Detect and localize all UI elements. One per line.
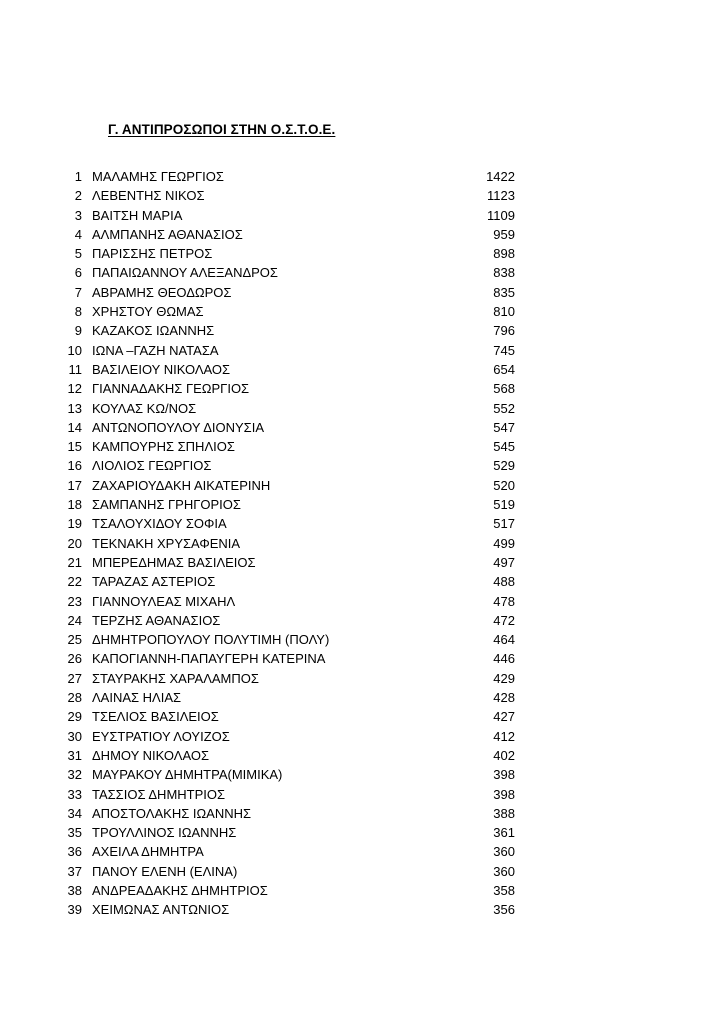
candidate-name: ΤΣΑΛΟΥΧΙΔΟΥ ΣΟΦΙΑ	[92, 516, 227, 532]
list-item	[0, 263, 724, 282]
row-number: 25	[67, 632, 82, 648]
candidate-name: ΑΛΜΠΑΝΗΣ ΑΘΑΝΑΣΙΟΣ	[92, 226, 243, 242]
row-number: 5	[74, 246, 82, 262]
row-number: 19	[67, 516, 82, 532]
candidate-name: ΚΑΜΠΟΥΡΗΣ ΣΠΗΛΙΟΣ	[92, 439, 235, 455]
vote-count: 898	[493, 246, 515, 262]
candidate-name: ΤΡΟΥΛΛΙΝΟΣ ΙΩΑΝΝΗΣ	[92, 825, 237, 841]
row-number: 39	[67, 902, 82, 918]
vote-count: 1123	[487, 188, 515, 204]
list-item	[0, 399, 724, 418]
vote-count: 654	[493, 361, 515, 377]
vote-count: 360	[493, 844, 515, 860]
list-item	[0, 244, 724, 263]
candidate-name: ΤΑΣΣΙΟΣ ΔΗΜΗΤΡΙΟΣ	[92, 786, 226, 802]
candidate-name: ΣΤΑΥΡΑΚΗΣ ΧΑΡΑΛΑΜΠΟΣ	[92, 670, 259, 686]
candidate-name: ΒΑΙΤΣΗ ΜΑΡΙΑ	[92, 207, 183, 223]
row-number: 9	[74, 323, 82, 339]
vote-count: 429	[493, 670, 515, 686]
row-number: 21	[67, 554, 82, 570]
candidate-name: ΜΑΥΡΑΚΟΥ ΔΗΜΗΤΡΑ(ΜΙΜΙΚΑ)	[92, 767, 283, 783]
candidate-name: ΑΝΤΩΝΟΠΟΥΛΟΥ ΔΙΟΝΥΣΙΑ	[92, 419, 264, 435]
row-number: 16	[67, 458, 82, 474]
vote-count: 464	[493, 632, 515, 648]
row-number: 15	[67, 439, 82, 455]
candidate-name: ΙΩΝΑ –ΓΑΖΗ ΝΑΤΑΣΑ	[92, 342, 219, 358]
row-number: 20	[67, 535, 82, 551]
row-number: 36	[67, 844, 82, 860]
row-number: 30	[67, 728, 82, 744]
vote-count: 360	[493, 863, 515, 879]
vote-count: 488	[493, 574, 515, 590]
list-item	[0, 842, 724, 861]
vote-count: 568	[493, 381, 515, 397]
list-item	[0, 418, 724, 437]
vote-count: 810	[493, 304, 515, 320]
row-number: 34	[67, 805, 82, 821]
list-item	[0, 225, 724, 244]
list-item	[0, 804, 724, 823]
vote-count: 402	[493, 747, 515, 763]
vote-count: 356	[493, 902, 515, 918]
list-item	[0, 611, 724, 630]
candidate-name: ΕΥΣΤΡΑΤΙΟΥ ΛΟΥΙΖΟΣ	[92, 728, 230, 744]
list-item	[0, 186, 724, 205]
vote-count: 446	[493, 651, 515, 667]
candidate-name: ΑΧΕΙΛΑ ΔΗΜΗΤΡΑ	[92, 844, 204, 860]
candidate-name: ΣΑΜΠΑΝΗΣ ΓΡΗΓΟΡΙΟΣ	[92, 497, 241, 513]
vote-count: 552	[493, 400, 515, 416]
vote-count: 959	[493, 226, 515, 242]
vote-count: 520	[493, 477, 515, 493]
vote-count: 388	[493, 805, 515, 821]
candidate-name: ΖΑΧΑΡΙΟΥΔΑΚΗ ΑΙΚΑΤΕΡΙΝΗ	[92, 477, 271, 493]
list-item	[0, 785, 724, 804]
vote-count: 478	[493, 593, 515, 609]
vote-count: 838	[493, 265, 515, 281]
vote-count: 835	[493, 284, 515, 300]
row-number: 29	[67, 709, 82, 725]
candidate-name: ΠΑΠΑΙΩΑΝΝΟΥ ΑΛΕΞΑΝΔΡΟΣ	[92, 265, 278, 281]
candidate-name: ΜΠΕΡΕΔΗΜΑΣ ΒΑΣΙΛΕΙΟΣ	[92, 554, 256, 570]
list-item	[0, 649, 724, 668]
row-number: 1	[74, 169, 82, 184]
candidate-name: ΤΑΡΑΖΑΣ ΑΣΤΕΡΙΟΣ	[92, 574, 216, 590]
candidate-name: ΧΡΗΣΤΟΥ ΘΩΜΑΣ	[92, 304, 204, 320]
list-item	[0, 881, 724, 900]
list-item	[0, 727, 724, 746]
vote-count: 547	[493, 419, 515, 435]
candidate-name: ΓΙΑΝΝΑΔΑΚΗΣ ΓΕΩΡΓΙΟΣ	[92, 381, 250, 397]
vote-count: 427	[493, 709, 515, 725]
vote-count: 472	[493, 612, 515, 628]
candidate-name: ΠΑΡΙΣΣΗΣ ΠΕΤΡΟΣ	[92, 246, 213, 262]
vote-count: 361	[493, 825, 515, 841]
list-item	[0, 379, 724, 398]
list-item	[0, 553, 724, 572]
row-number: 14	[67, 419, 82, 435]
vote-count: 358	[493, 882, 515, 898]
vote-count: 545	[493, 439, 515, 455]
list-item	[0, 900, 724, 919]
row-number: 32	[67, 767, 82, 783]
list-item	[0, 476, 724, 495]
list-item	[0, 514, 724, 533]
candidate-name: ΔΗΜΗΤΡΟΠΟΥΛΟΥ ΠΟΛΥΤΙΜΗ (ΠΟΛΥ)	[92, 632, 330, 648]
row-number: 27	[67, 670, 82, 686]
candidate-name: ΛΕΒΕΝΤΗΣ ΝΙΚΟΣ	[92, 188, 205, 204]
list-item	[0, 572, 724, 591]
row-number: 31	[67, 747, 82, 763]
list-item	[0, 669, 724, 688]
vote-count: 428	[493, 690, 515, 706]
row-number: 22	[67, 574, 82, 590]
list-item	[0, 321, 724, 340]
row-number: 2	[74, 188, 82, 204]
candidate-name: ΚΑΠΟΓΙΑΝΝΗ-ΠΑΠΑΥΓΕΡΗ ΚΑΤΕΡΙΝΑ	[92, 651, 326, 667]
list-item	[0, 746, 724, 765]
vote-count: 529	[493, 458, 515, 474]
candidate-name: ΚΑΖΑΚΟΣ ΙΩΑΝΝΗΣ	[92, 323, 215, 339]
row-number: 17	[67, 477, 82, 493]
candidate-name: ΚΟΥΛΑΣ ΚΩ/ΝΟΣ	[92, 400, 197, 416]
list-item	[0, 167, 724, 186]
row-number: 38	[67, 882, 82, 898]
candidate-name: ΒΑΣΙΛΕΙΟΥ ΝΙΚΟΛΑΟΣ	[92, 361, 231, 377]
vote-count: 1422	[486, 169, 515, 184]
row-number: 13	[67, 400, 82, 416]
row-number: 7	[74, 284, 82, 300]
list-item	[0, 823, 724, 842]
vote-count: 517	[493, 516, 515, 532]
list-item	[0, 630, 724, 649]
vote-count: 745	[493, 342, 515, 358]
list-item	[0, 360, 724, 379]
vote-count: 1109	[487, 207, 515, 223]
list-item	[0, 495, 724, 514]
candidate-name: ΛΙΟΛΙΟΣ ΓΕΩΡΓΙΟΣ	[92, 458, 212, 474]
list-item	[0, 437, 724, 456]
candidate-name: ΓΙΑΝΝΟΥΛΕΑΣ ΜΙΧΑΗΛ	[92, 593, 236, 609]
candidate-name: ΤΕΡΖΗΣ ΑΘΑΝΑΣΙΟΣ	[92, 612, 221, 628]
document-title: Γ. ΑΝΤΙΠΡΟΣΩΠΟΙ ΣΤΗΝ Ο.Σ.Τ.Ο.Ε.	[108, 122, 336, 137]
row-number: 10	[67, 342, 82, 358]
list-item	[0, 862, 724, 881]
candidate-name: ΤΕΚΝΑΚΗ ΧΡΥΣΑΦΕΝΙΑ	[92, 535, 241, 551]
row-number: 33	[67, 786, 82, 802]
list-item	[0, 302, 724, 321]
row-number: 24	[67, 612, 82, 628]
vote-count: 497	[493, 554, 515, 570]
representatives-list	[0, 167, 724, 920]
vote-count: 796	[493, 323, 515, 339]
row-number: 26	[67, 651, 82, 667]
row-number: 3	[74, 207, 82, 223]
list-item	[0, 765, 724, 784]
vote-count: 499	[493, 535, 515, 551]
row-number: 4	[74, 226, 82, 242]
vote-count: 412	[493, 728, 515, 744]
list-item	[0, 341, 724, 360]
row-number: 28	[67, 690, 82, 706]
list-item	[0, 283, 724, 302]
candidate-name: ΑΠΟΣΤΟΛΑΚΗΣ ΙΩΑΝΝΗΣ	[92, 805, 252, 821]
vote-count: 398	[493, 786, 515, 802]
candidate-name: ΤΣΕΛΙΟΣ ΒΑΣΙΛΕΙΟΣ	[92, 709, 219, 725]
row-number: 37	[67, 863, 82, 879]
list-item	[0, 592, 724, 611]
row-number: 23	[67, 593, 82, 609]
row-number: 8	[74, 304, 82, 320]
vote-count: 519	[493, 497, 515, 513]
candidate-name: ΑΒΡΑΜΗΣ ΘΕΟΔΩΡΟΣ	[92, 284, 232, 300]
candidate-name: ΜΑΛΑΜΗΣ ΓΕΩΡΓΙΟΣ	[92, 169, 224, 184]
list-item	[0, 206, 724, 225]
row-number: 11	[68, 361, 82, 377]
list-item	[0, 534, 724, 553]
row-number: 35	[67, 825, 82, 841]
row-number: 18	[67, 497, 82, 513]
candidate-name: ΑΝΔΡΕΑΔΑΚΗΣ ΔΗΜΗΤΡΙΟΣ	[92, 882, 268, 898]
candidate-name: ΧΕΙΜΩΝΑΣ ΑΝΤΩΝΙΟΣ	[92, 902, 230, 918]
candidate-name: ΠΑΝΟΥ ΕΛΕΝΗ (ΕΛΙΝΑ)	[92, 863, 238, 879]
list-item	[0, 707, 724, 726]
list-item	[0, 688, 724, 707]
vote-count: 398	[493, 767, 515, 783]
row-number: 6	[74, 265, 82, 281]
candidate-name: ΛΑΙΝΑΣ ΗΛΙΑΣ	[92, 690, 182, 706]
candidate-name: ΔΗΜΟΥ ΝΙΚΟΛΑΟΣ	[92, 747, 210, 763]
list-item	[0, 456, 724, 475]
row-number: 12	[67, 381, 82, 397]
